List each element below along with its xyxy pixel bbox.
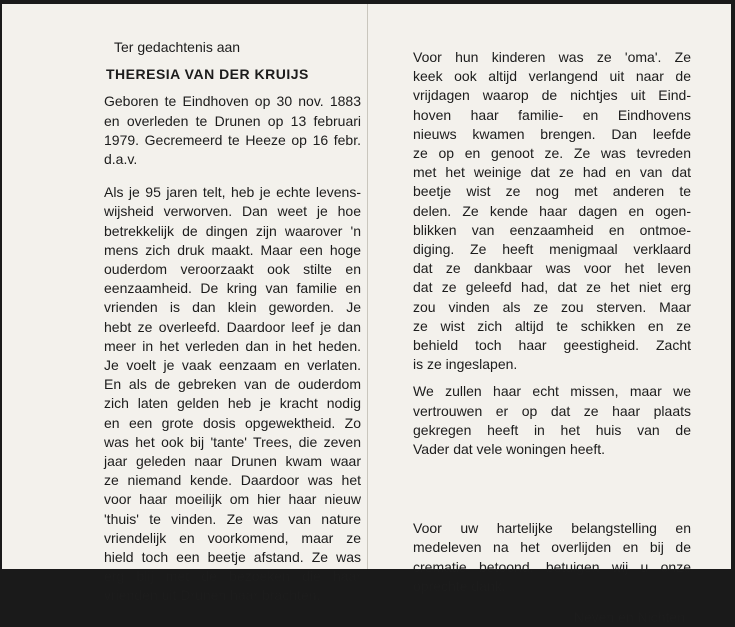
text-line: 1979. Gecremeerd te Heeze op 16 febr.	[104, 131, 361, 148]
text-line: wijsheid verworven. Dan weet je hoe	[104, 203, 361, 220]
right-panel	[413, 48, 691, 627]
grandchildren-paragraph	[413, 48, 691, 374]
text-line: keek ook altijd verlangend uit naar de	[413, 68, 691, 85]
text-line: vrijdagen waarop de nichtjes uit Eind-	[413, 87, 691, 104]
text-line: ze wist zich altijd te schikken en ze	[413, 317, 691, 334]
text-line: gekregen heeft in het huis van de	[413, 421, 691, 438]
text-line: blikken van eenzaamheid en ontmoe-	[413, 221, 691, 238]
text-line: Als je 95 jaren telt, heb je echte levens-	[104, 184, 361, 201]
text-line: vrienden is dan klein geworden. Je	[104, 299, 361, 316]
text-line: betrekkelijk de dingen zijn waarover 'n	[104, 222, 361, 239]
signature: Neven en Nichten	[573, 609, 685, 626]
text-line: hebt ze overleefd. Daardoor leef je dan	[104, 318, 361, 335]
text-line: medeleven na het overlijden en bij de	[413, 539, 691, 556]
text-line: voor haar moeilijk om hier haar nieuw	[104, 491, 361, 508]
text-line: erg blij met de bezoeken die haar	[104, 568, 361, 585]
text-line: meer in het verleden dan in het heden.	[104, 337, 361, 354]
text-line: vriendelijk en voorkomend, maar ze	[104, 529, 361, 546]
text-line: en een grote dosis opgewektheid. Zo	[104, 414, 361, 431]
text-line: Vader dat vele woningen heeft.	[413, 441, 605, 458]
text-line: met het weinige dat ze had en van dat	[413, 164, 691, 181]
text-line: eenzaamheid. De kring van familie en	[104, 280, 361, 297]
farewell-paragraph	[413, 382, 691, 459]
thanks-paragraph	[413, 519, 691, 596]
text-line: Geboren te Eindhoven op 30 nov. 1883	[104, 93, 361, 110]
biography-paragraph	[104, 183, 361, 605]
text-line: hield toch een beetje afstand. Ze was	[104, 549, 361, 566]
text-line: crematie betoond, betuigen wij u onze	[413, 558, 691, 575]
text-line: vrienden uit Drunen haar brachten.	[104, 587, 321, 604]
dates-paragraph	[104, 92, 361, 169]
text-line: zich laten gelden heb je kracht nodig	[104, 395, 361, 412]
text-line: Je voelt je vaak eenzaam en verlaten.	[104, 357, 361, 374]
text-line: We zullen haar echt missen, maar we	[413, 383, 691, 400]
text-line: diging. Ze heeft menigmaal verklaard	[413, 241, 691, 258]
text-line: vertrouwen er op dat ze haar plaats	[413, 402, 691, 419]
text-line: d.a.v.	[104, 151, 138, 168]
left-panel	[104, 38, 361, 606]
intro-text: Ter gedachtenis aan	[114, 39, 241, 55]
text-line: oprechte dank.	[413, 577, 506, 594]
text-line: jaar geleden naar Drunen kwam waar	[104, 453, 361, 470]
text-line: dat ze geleefd had, dat ze het niet erg	[413, 279, 691, 296]
text-line: ouderdom veroorzaakt ook stilte en	[104, 261, 361, 278]
text-line: 'thuis' te vinden. Ze was van nature	[104, 510, 361, 527]
text-line: zou vinden als ze zou sterven. Maar	[413, 298, 691, 315]
text-line: mens zich druk maakt. Maar een hoge	[104, 241, 361, 258]
text-line: delen. Ze kende haar dagen en ogen-	[413, 202, 691, 219]
text-line: was het ook bij 'tante' Trees, die zeven	[104, 433, 361, 450]
text-line: is ze ingeslapen.	[413, 356, 518, 373]
text-line: ze op en genoot ze. Ze was tevreden	[413, 145, 691, 162]
text-line: dat ze dankbaar was voor het leven	[413, 260, 691, 277]
text-line: ze niemand kende. Daardoor was het	[104, 472, 361, 489]
text-line: En als de gebreken van de ouderdom	[104, 376, 361, 393]
text-line: Voor uw hartelijke belangstelling en	[413, 520, 691, 537]
card-fold-line	[367, 4, 368, 569]
text-line: nieuws kwamen brengen. Dan leefde	[413, 125, 691, 142]
text-line: beetje wist ze nog met anderen te	[413, 183, 691, 200]
text-line: Voor hun kinderen was ze 'oma'. Ze	[413, 49, 691, 65]
deceased-name: THERESIA VAN DER KRUIJS	[106, 66, 309, 83]
text-line: behield toch haar geestigheid. Zacht	[413, 337, 691, 354]
text-line: en overleden te Drunen op 13 februari	[104, 112, 361, 129]
text-line: hoven haar familie- en Eindhovens	[413, 106, 691, 123]
